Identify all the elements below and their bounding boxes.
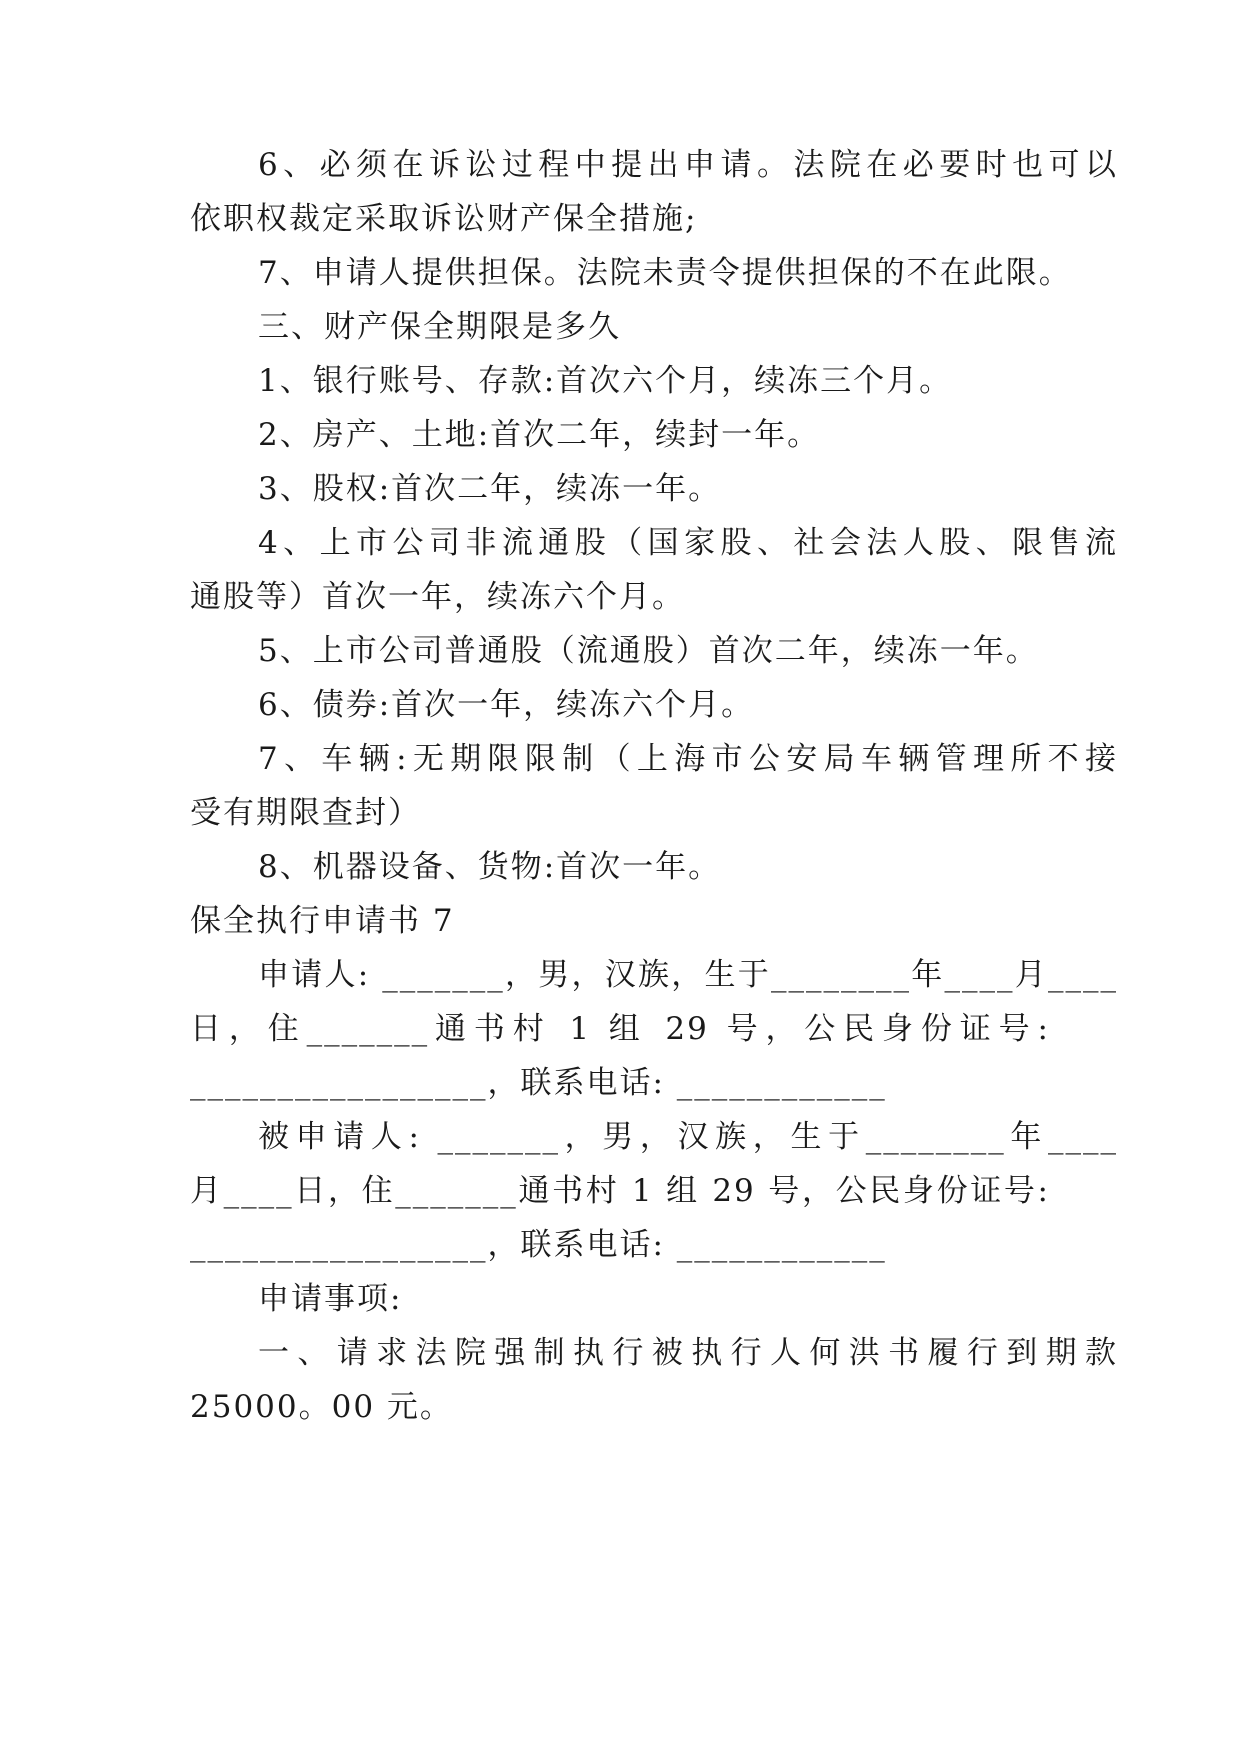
applicant-line: _________________，联系电话: ____________ [190,1065,887,1101]
paragraph-line: 6、债券:首次一年，续冻六个月。 [258,687,755,723]
section-heading: 三、财产保全期限是多久 [258,309,621,345]
applicant-line: 日，住_______通书村 1 组 29 号，公民身份证号: [190,1011,1050,1047]
paragraph-line: 5、上市公司普通股（流通股）首次二年，续冻一年。 [258,633,1039,669]
paragraph-line: 依职权裁定采取诉讼财产保全措施; [190,201,698,237]
respondent-line: 被申请人: _______，男，汉族，生于________年____ [258,1119,1118,1155]
respondent-line: _________________，联系电话: ____________ [190,1227,887,1263]
paragraph-line: 25000。00 元。 [190,1389,453,1425]
paragraph-line: 2、房产、土地:首次二年，续封一年。 [258,417,821,453]
paragraph-line: 1、银行账号、存款:首次六个月，续冻三个月。 [258,363,953,399]
paragraph-line: 6、必须在诉讼过程中提出申请。法院在必要时也可以 [258,147,1118,183]
paragraph-line: 4、上市公司非流通股（国家股、社会法人股、限售流 [258,525,1118,561]
applicant-line: 申请人: _______，男，汉族，生于________年____月____ [258,957,1118,993]
paragraph-line: 3、股权:首次二年，续冻一年。 [258,471,722,507]
paragraph-line: 受有期限查封） [190,795,421,831]
paragraph-line: 7、申请人提供担保。法院未责令提供担保的不在此限。 [258,255,1072,291]
paragraph-line: 通股等）首次一年，续冻六个月。 [190,579,685,615]
section-heading: 申请事项: [258,1281,403,1317]
respondent-line: 月____日，住_______通书村 1 组 29 号，公民身份证号: [190,1173,1050,1209]
document-title: 保全执行申请书 7 [190,903,455,939]
paragraph-line: 8、机器设备、货物:首次一年。 [258,849,722,885]
paragraph-line: 7、车辆:无期限限制（上海市公安局车辆管理所不接 [258,741,1118,777]
paragraph-line: 一、请求法院强制执行被执行人何洪书履行到期款 [258,1335,1118,1371]
